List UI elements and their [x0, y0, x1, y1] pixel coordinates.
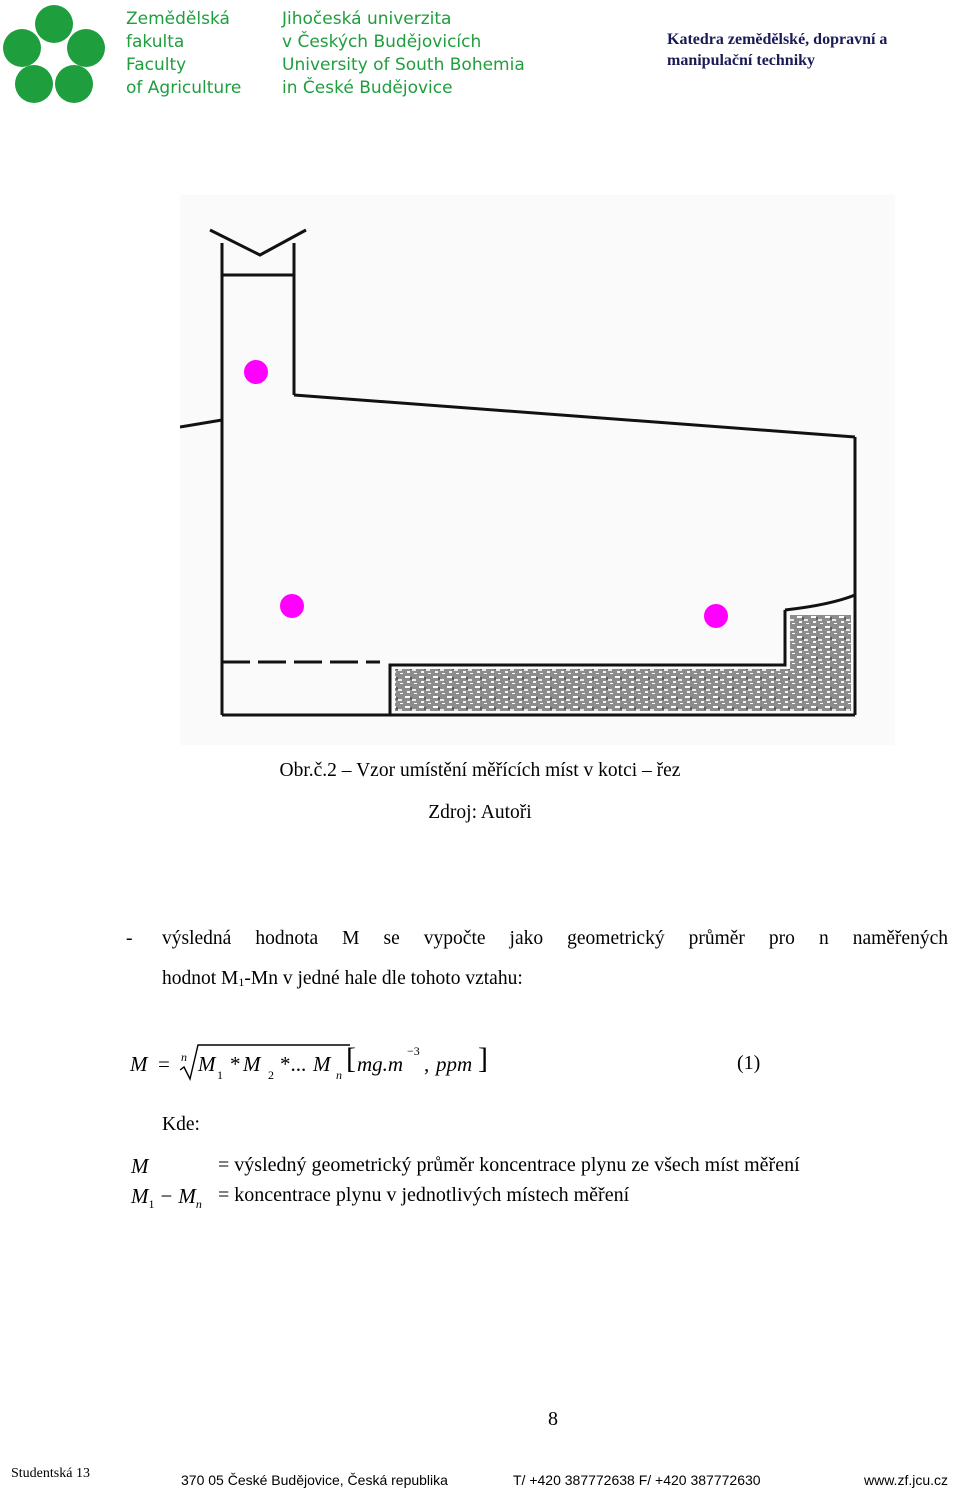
- formula-m2: M: [243, 1052, 261, 1076]
- formula-number: (1): [737, 1052, 761, 1074]
- formula-subn: n: [336, 1068, 342, 1082]
- university-en-line1: University of South Bohemia: [282, 55, 525, 75]
- footer-city: 370 05 České Budějovice, Česká republika: [181, 1472, 448, 1488]
- faculty-logo: [0, 2, 108, 106]
- formula-sub2: 2: [268, 1068, 274, 1082]
- formula-star1: *: [230, 1052, 241, 1076]
- faculty-en-line2: of Agriculture: [126, 78, 242, 98]
- faculty-en-line1: Faculty: [126, 55, 187, 75]
- definition-2-symbol: [131, 1184, 202, 1212]
- formula-m1: M: [198, 1052, 216, 1076]
- faculty-cs-line1: Zemědělská: [126, 9, 230, 29]
- formula-unit-sep: ,: [424, 1052, 430, 1076]
- formula-star-dots: *...: [280, 1052, 307, 1076]
- university-cs-line2: v Českých Budějovicích: [282, 32, 482, 52]
- pen-cross-section-figure: [180, 195, 895, 745]
- definition-1-text: = výsledný geometrický průměr koncentrace plynu ze všech míst měření: [218, 1154, 800, 1176]
- definitions-label: Kde:: [162, 1114, 200, 1135]
- definition-2-symbol-b: M: [178, 1184, 196, 1208]
- formula-unit-open: [: [346, 1042, 356, 1075]
- department-line1: Katedra zemědělské, dopravní a: [667, 31, 888, 48]
- formula-unit-exp: −3: [407, 1044, 420, 1058]
- department-name: [667, 29, 887, 71]
- faculty-cs-line2: fakulta: [126, 32, 185, 52]
- footer-street: Studentská 13: [11, 1466, 90, 1481]
- formula-unit-mg: mg.m: [357, 1052, 404, 1076]
- definition-2-sub-a: 1: [148, 1197, 155, 1212]
- footer-web-link[interactable]: www.zf.jcu.cz: [864, 1472, 949, 1488]
- formula-unit-close: ]: [478, 1042, 488, 1075]
- paragraph-line1: výsledná hodnota M se vypočte jako geometrický průměr pro n naměřených: [162, 928, 948, 949]
- measuring-point-marker: [280, 594, 304, 618]
- page-number: 8: [548, 1408, 558, 1430]
- definition-2-text: = koncentrace plynu v jednotlivých místech měření: [218, 1184, 630, 1206]
- measuring-point-marker: [704, 604, 728, 628]
- university-name: [282, 8, 525, 100]
- definition-2-symbol-a: M: [131, 1184, 149, 1208]
- bedding-litter-right: [790, 615, 851, 675]
- paragraph-line2-post: -Mn v jedné hale dle tohoto vztahu:: [244, 968, 523, 989]
- bedding-litter: [395, 669, 851, 711]
- formula-mn: M: [313, 1052, 331, 1076]
- formula-lhs: M: [130, 1052, 148, 1076]
- university-cs-line1: Jihočeská univerzita: [282, 9, 452, 29]
- paragraph-line2-sub: 1: [238, 975, 245, 989]
- definition-1-symbol: M: [131, 1154, 149, 1178]
- measuring-point-marker: [244, 360, 268, 384]
- definition-2-sub-b: n: [195, 1197, 202, 1212]
- paragraph-line2-pre: hodnot M: [162, 968, 239, 989]
- footer-phone: T/ +420 387772638 F/ +420 387772630: [513, 1472, 761, 1488]
- formula-unit-ppm: ppm: [436, 1052, 473, 1076]
- figure-caption: Obr.č.2 – Vzor umístění měřících míst v kotci – řez: [279, 760, 681, 781]
- definition-2-dash: −: [160, 1184, 173, 1208]
- bullet-dash: -: [126, 928, 133, 949]
- formula-root-index: n: [181, 1050, 187, 1064]
- formula-sub1: 1: [217, 1068, 223, 1082]
- department-line2: manipulační techniky: [667, 52, 816, 69]
- geometric-mean-formula: [130, 1040, 790, 1090]
- university-en-line2: in České Budějovice: [282, 78, 453, 98]
- faculty-name: [126, 8, 241, 100]
- figure-source: Zdroj: Autoři: [428, 802, 532, 823]
- formula-equals: =: [158, 1052, 170, 1076]
- paragraph-line2: [162, 959, 523, 1002]
